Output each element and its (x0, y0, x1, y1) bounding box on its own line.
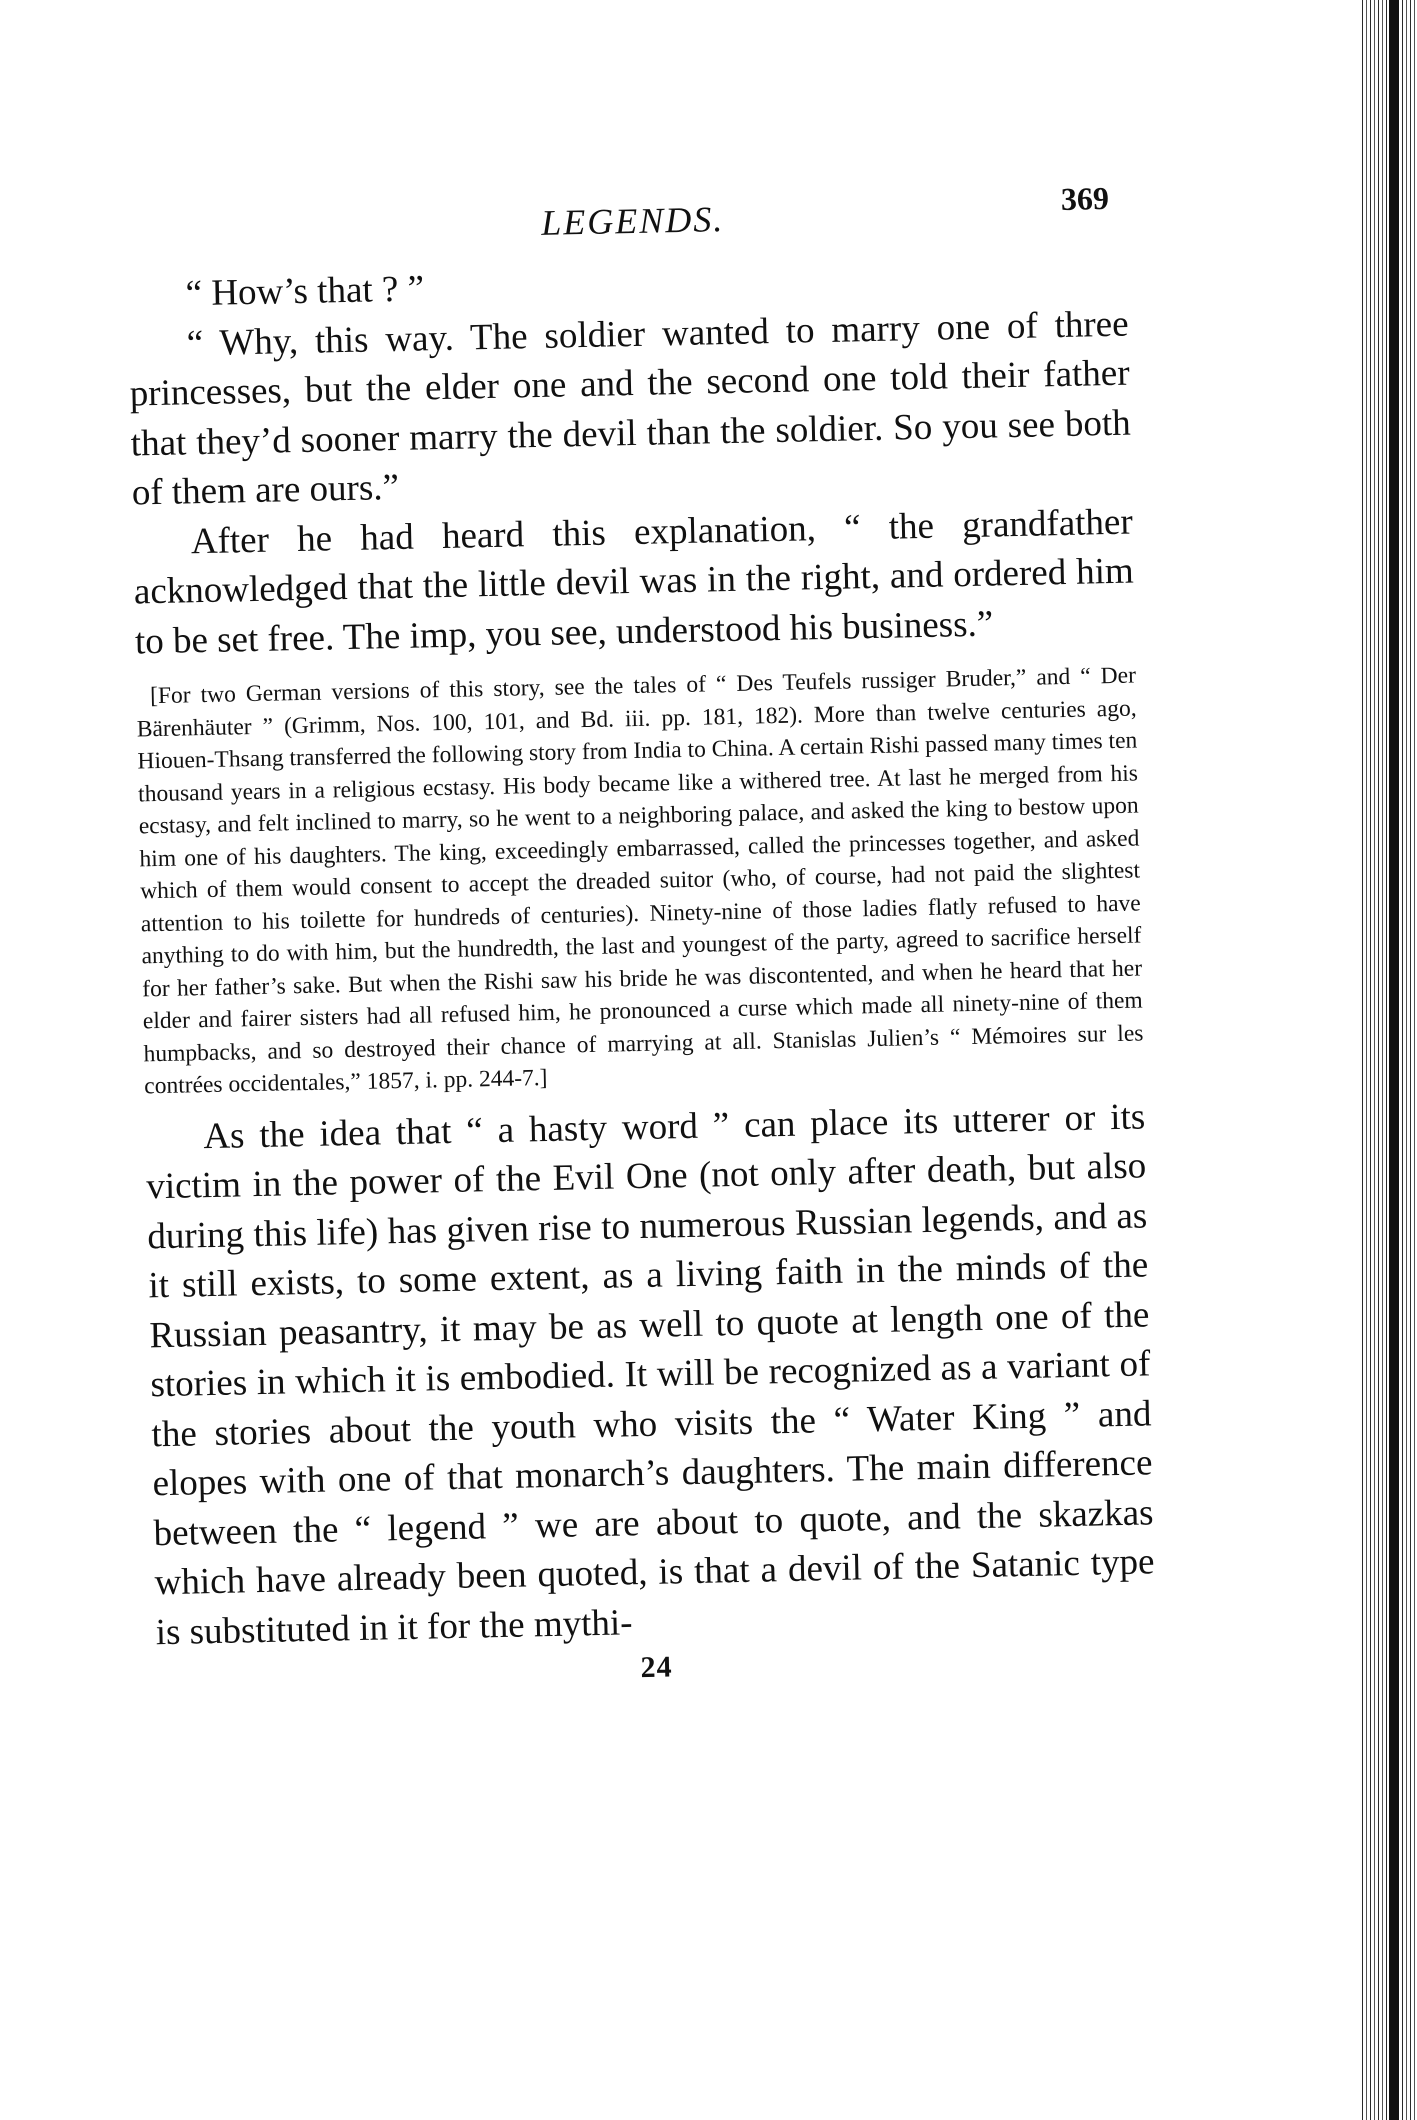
paragraph-dialogue-2: “ Why, this way. The soldier wanted to marry one of three princesses, but the elder one and the second one told their father that they’d sooner marry the devil than the soldier. So you see both of them are ours.” (129, 303, 1132, 514)
paragraph-main: As the idea that “ a hasty word ” can place its utterer or its victim in the power of the Evil One (not only after death, but also during this life) has given rise to numerous Russian legends, and as it still exists, to some extent, as a living faith in the minds of the Russian peasantry, it may be as well to quote at length one of the stories in which it is embodied. It will be recognized as a variant of the stories about the youth who visits the “ Water King ” and elopes with one of that monarch’s daughters. The main difference between the “ legend ” we are about to quote, and the skazkas which have already been quoted, is that a devil of the Satanic type is substituted in it for the mythi- (145, 1095, 1155, 1653)
page-edge-binding (1359, 0, 1417, 2120)
paragraph-dialogue-1: “ How’s that ? ” (185, 268, 425, 315)
page-number: 369 (1060, 179, 1110, 217)
book-page (126, 180, 1157, 1696)
paragraph-explanation: After he had heard this explanation, “ the grandfather acknowledged that the little devil was in the right, and ordered him to be set free. The imp, you see, understood his business.” (133, 501, 1135, 662)
footnote: [For two German versions of this story, see the tales of “ Des Teufels russiger Bruder,” and “ Der Bärenhäuter ” (Grimm, Nos. 100, 101, and Bd. iii. pp. 181, 182). More than twelve centuries ago, Hiouen-Thsang transferred the following story from India to China. A certain Rishi passed many times ten thousand years in a religious ecstasy. His body became like a withered tree. At last he merged from his ecstasy, and felt inclined to marry, so he went to a neighboring palace, and asked the king to bestow upon him one of his daughters. The king, exceedingly embarrassed, called the princesses together, and asked which of them would consent to accept the dreaded suitor (who, of course, had not paid the slightest attention to his toilette for hundreds of centuries). Ninety-nine of those ladies flatly refused to have anything to do with him, but the hundredth, the last and youngest of the party, agreed to sacrifice herself for her father’s sake. But when the Rishi saw his bride he was discontented, and when he heard that her elder and fairer sisters had all refused him, he pronounced a curse which made all ninety-nine of them humpbacks, and so destroyed their chance of marrying at all. Stanislas Julien’s “ Mémoires sur les contrées occidentales,” 1857, i. pp. 244-7.] (136, 662, 1144, 1100)
running-head: LEGENDS. (540, 199, 725, 243)
signature-mark: 24 (640, 1650, 673, 1685)
page-edge-line (1389, 0, 1399, 2120)
